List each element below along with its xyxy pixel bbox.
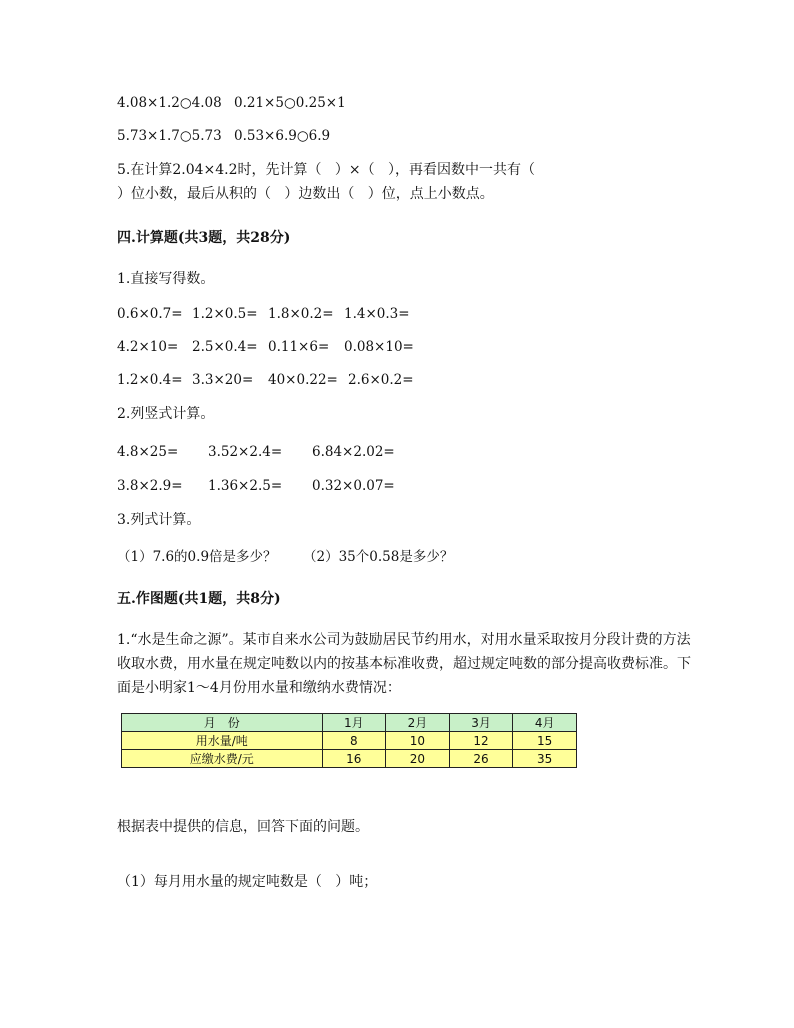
compare-item: 4.08×1.2○4.08 — [117, 95, 222, 111]
table-instruction: 根据表中提供的信息，回答下面的问题。 — [117, 819, 369, 835]
compare-item: 5.73×1.7○5.73 — [117, 128, 222, 144]
table-header-cell: 2月 — [386, 714, 450, 732]
q2-title: 2.列竖式计算。 — [117, 406, 215, 422]
q1-item: 2.6×0.2= — [348, 372, 414, 388]
q5-line-1: 5.在计算2.04×4.2时，先计算（ ）×（ ），再看因数中一共有（ — [117, 162, 535, 178]
q3-item: （1）7.6的0.9倍是多少？ — [117, 549, 277, 565]
q2-item: 4.8×25= — [117, 444, 179, 460]
table-cell: 8 — [322, 732, 386, 750]
table-header-row — [122, 714, 577, 732]
q1-item: 2.5×0.4= — [192, 339, 258, 355]
compare-item: 0.53×6.9○6.9 — [234, 128, 331, 144]
q1-item: 3.3×20= — [192, 372, 254, 388]
table-header-cell: 1月 — [322, 714, 386, 732]
table-cell: 35 — [513, 750, 577, 768]
q1-item: 0.11×6= — [268, 339, 330, 355]
q1-item: 0.6×0.7= — [117, 306, 183, 322]
q1-item: 4.2×10= — [117, 339, 179, 355]
q1-item: 1.8×0.2= — [268, 306, 334, 322]
q5-line-2: ）位小数，最后从积的（ ）边数出（ ）位，点上小数点。 — [117, 186, 494, 202]
q1-item: 1.2×0.4= — [117, 372, 183, 388]
table-header-cell: 3月 — [449, 714, 513, 732]
table-row-label: 用水量/吨 — [122, 732, 323, 750]
q3-item: （2）35个0.58是多少？ — [303, 549, 454, 565]
q1-item: 40×0.22= — [268, 372, 338, 388]
q2-item: 1.36×2.5= — [208, 478, 283, 494]
q2-item: 3.8×2.9= — [117, 478, 183, 494]
table-cell: 15 — [513, 732, 577, 750]
table-cell: 12 — [449, 732, 513, 750]
sub-question-1: （1）每月用水量的规定吨数是（ ）吨； — [117, 874, 378, 890]
q1-title: 1.直接写得数。 — [117, 271, 215, 287]
table-row — [122, 732, 577, 750]
section-5-heading: 五.作图题(共1题，共8分) — [117, 591, 281, 607]
table-header-cell: 月 份 — [122, 714, 323, 732]
table-cell: 20 — [386, 750, 450, 768]
table-cell: 10 — [386, 732, 450, 750]
q1-item: 0.08×10= — [344, 339, 414, 355]
q2-item: 6.84×2.02= — [312, 444, 395, 460]
table-cell: 26 — [449, 750, 513, 768]
q1-item: 1.4×0.3= — [344, 306, 410, 322]
section-4-heading: 四.计算题(共3题，共28分) — [117, 230, 291, 246]
table-cell: 16 — [322, 750, 386, 768]
table-header-cell: 4月 — [513, 714, 577, 732]
compare-item: 0.21×5○0.25×1 — [234, 95, 346, 111]
table-row-label: 应缴水费/元 — [122, 750, 323, 768]
q1-item: 1.2×0.5= — [192, 306, 258, 322]
table-row — [122, 750, 577, 768]
q2-item: 0.32×0.07= — [312, 478, 395, 494]
section-5-paragraph: 1.“水是生命之源”。某市自来水公司为鼓励居民节约用水，对用水量采取按月分段计费的方法收取水费，用水量在规定吨数以内的按基本标准收费，超过规定吨数的部分提高收费标准。下面是小明家1～4月份用水量和缴纳水费情况： — [117, 632, 691, 696]
q2-item: 3.52×2.4= — [208, 444, 283, 460]
q3-title: 3.列式计算。 — [117, 512, 201, 528]
water-fee-table — [121, 713, 577, 768]
